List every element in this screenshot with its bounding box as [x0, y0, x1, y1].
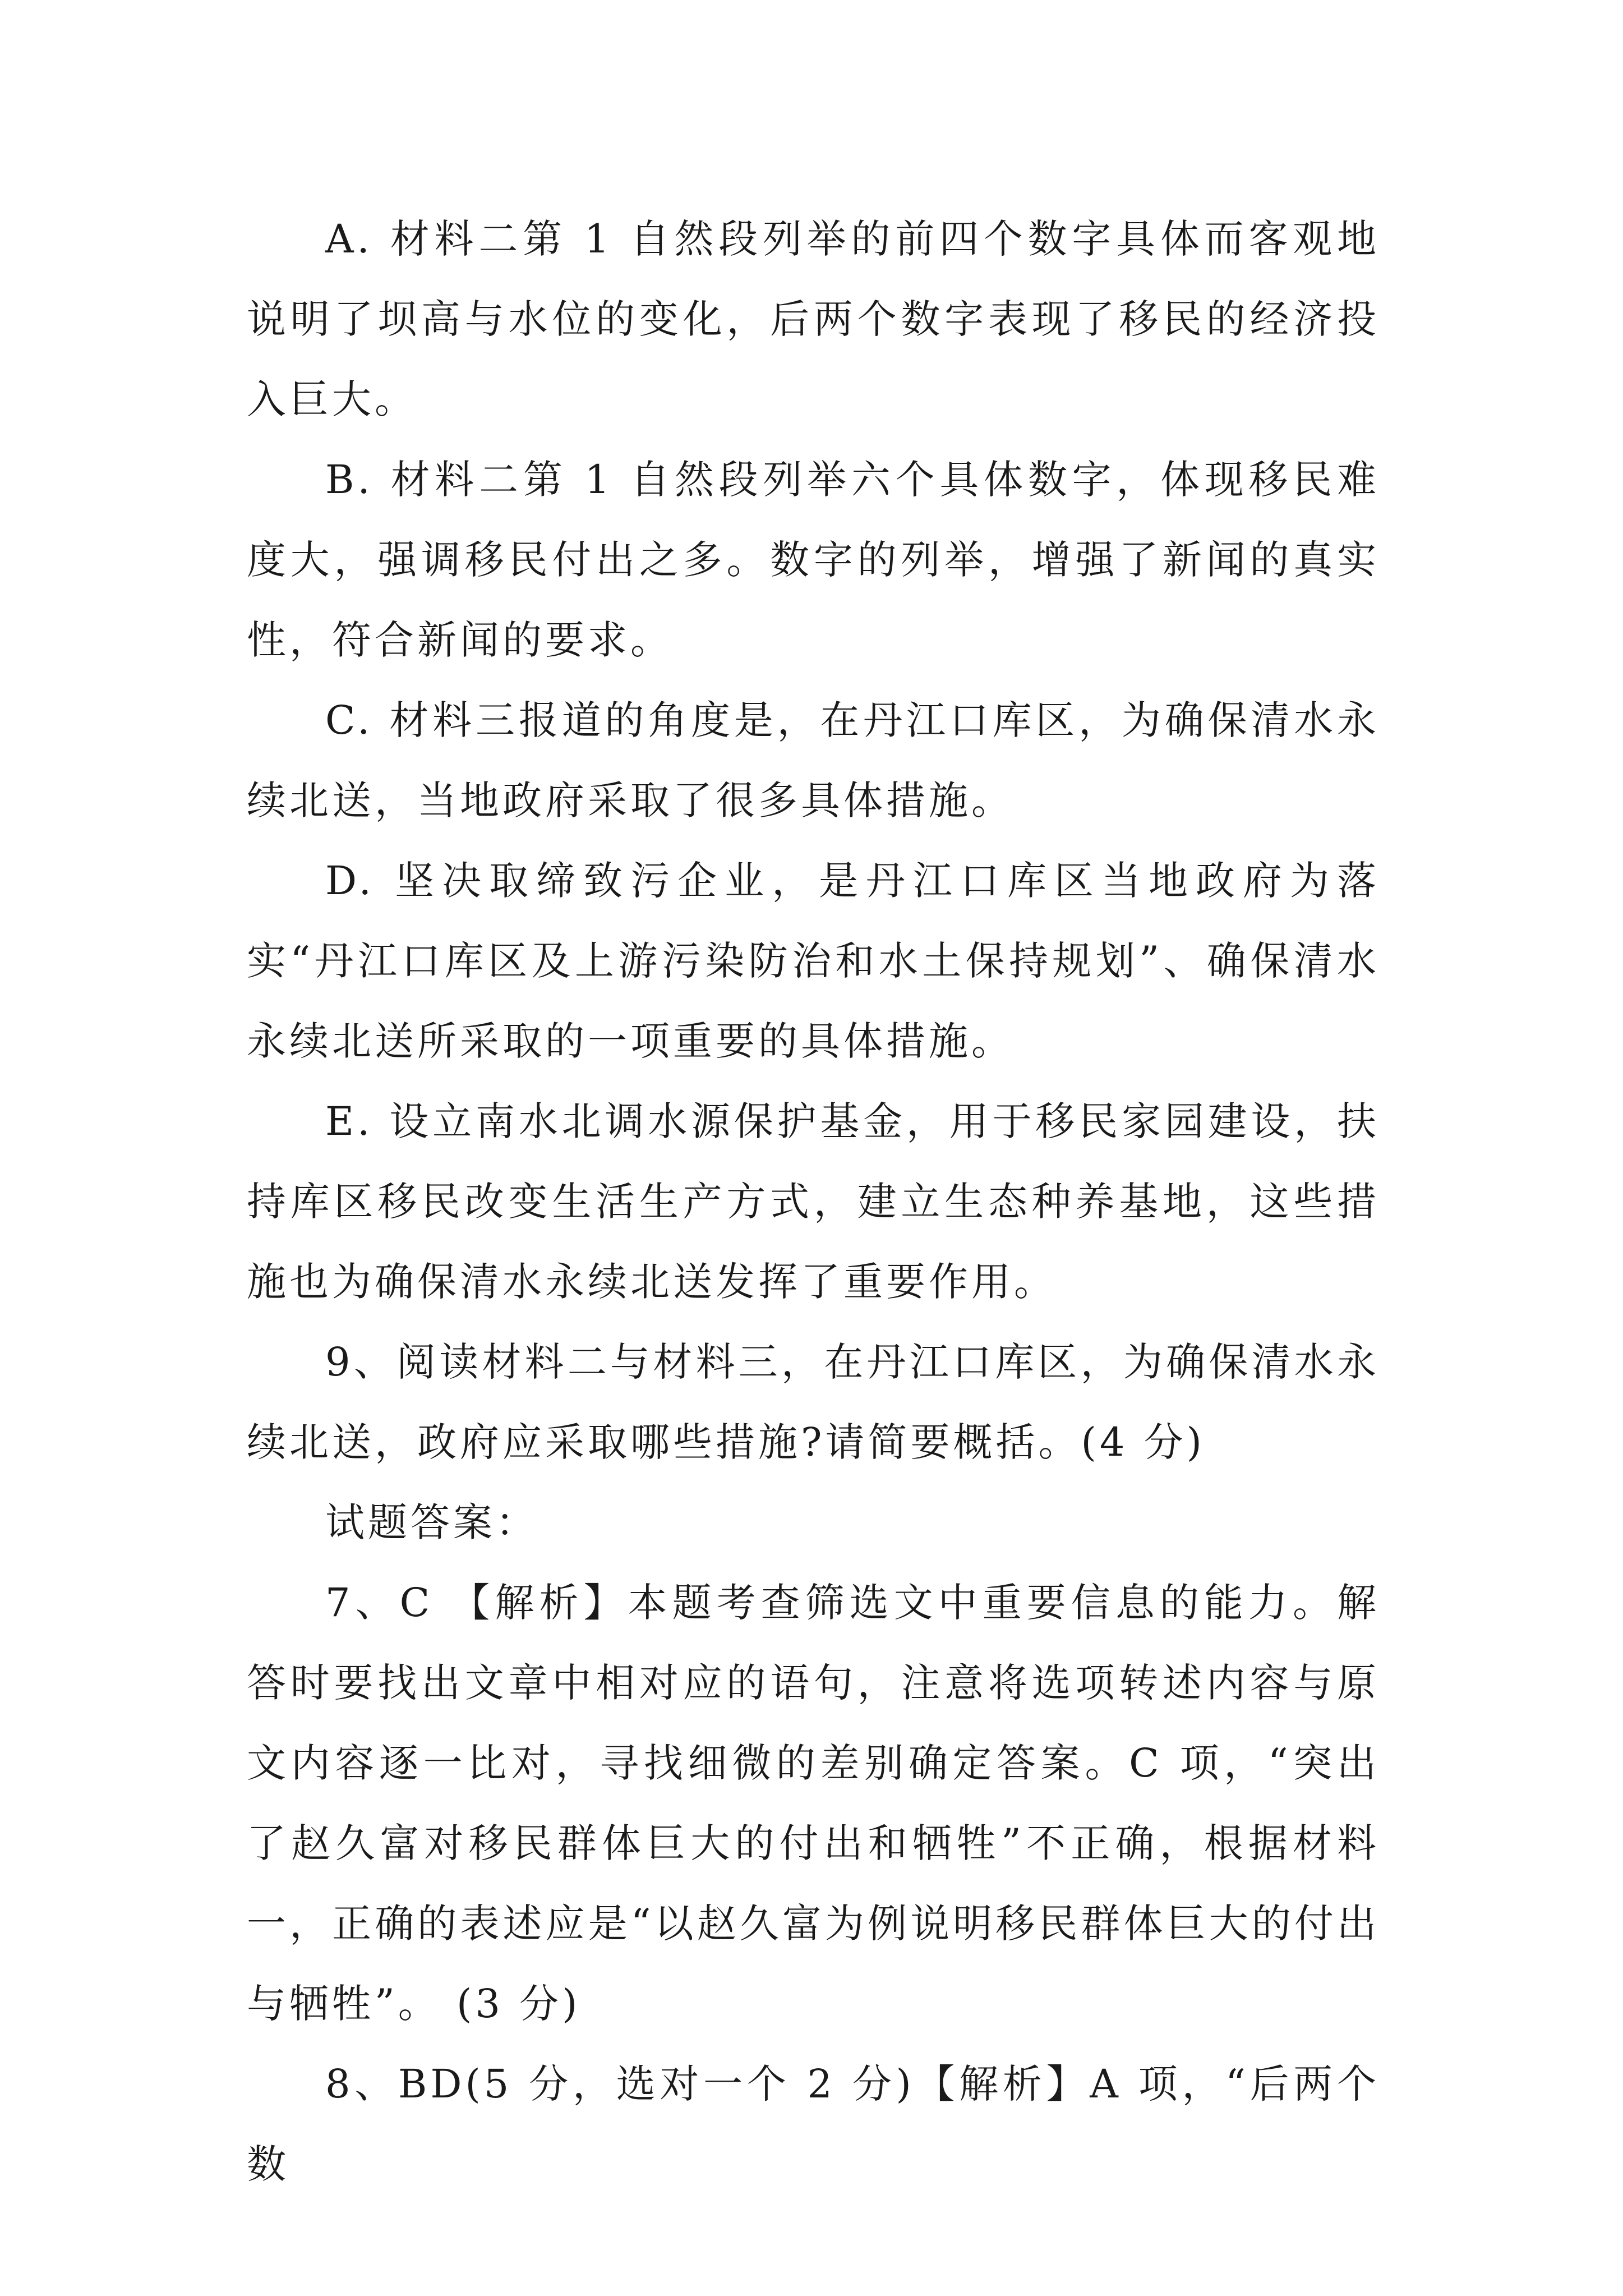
option-d-paragraph: D. 坚决取缔致污企业，是丹江口库区当地政府为落实“丹江口库区及上游污染防治和水土保持规划”、确保清水永续北送所采取的一项重要的具体措施。	[247, 858, 1380, 1064]
answers-heading: 试题答案：	[325, 1499, 538, 1545]
option-c-paragraph: C. 材料三报道的角度是，在丹江口库区，为确保清水永续北送，当地政府采取了很多具体措施。	[247, 697, 1380, 823]
body-text	[247, 199, 1380, 2205]
option-a-paragraph: A. 材料二第 1 自然段列举的前四个数字具体而客观地说明了坝高与水位的变化，后两个数字表现了移民的经济投入巨大。	[247, 216, 1380, 422]
option-b-paragraph: B. 材料二第 1 自然段列举六个具体数字，体现移民难度大，强调移民付出之多。数字的列举，增强了新闻的真实性，符合新闻的要求。	[247, 457, 1380, 663]
option-e-paragraph: E. 设立南水北调水源保护基金，用于移民家园建设，扶持库区移民改变生活生产方式，建立生态种养基地，这些措施也为确保清水永续北送发挥了重要作用。	[247, 1098, 1380, 1305]
answer-7-paragraph: 7、C 【解析】本题考查筛选文中重要信息的能力。解答时要找出文章中相对应的语句，注意将选项转述内容与原文内容逐一比对，寻找细微的差别确定答案。C 项，“突出了赵久富对移民群体巨大的付出和牺牲”不正确，根据材料一，正确的表述应是“以赵久富为例说明移民群体巨大的付出与牺牲”。 (3 分)	[247, 1580, 1380, 2027]
answer-8-paragraph: 8、BD(5 分，选对一个 2 分)【解析】A 项，“后两个数	[247, 2061, 1380, 2187]
question-9-paragraph: 9、阅读材料二与材料三，在丹江口库区，为确保清水永续北送，政府应采取哪些措施?请简要概括。(4 分)	[247, 1339, 1380, 1465]
